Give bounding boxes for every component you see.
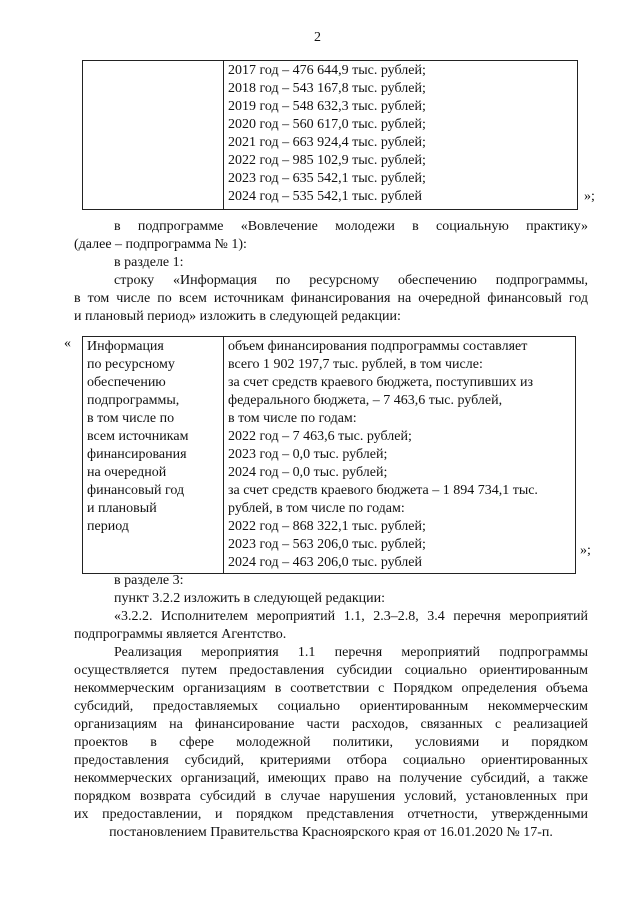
funding-table-continuation xyxy=(82,60,578,210)
table2-value-line: 2023 год – 0,0 тыс. рублей; xyxy=(228,447,388,462)
paragraph-line: проектов в сфере молодежной политики, условиями и порядком xyxy=(74,735,588,750)
table2-opening-quote: « xyxy=(64,336,71,351)
subprogram-intro xyxy=(74,218,588,326)
table2-label-line: по ресурсному xyxy=(87,357,175,372)
paragraph-line: некоммерческим организациям в соответствии с Порядком определения объема xyxy=(74,681,588,696)
intro-line: в том числе по всем источникам финансирования на очередной финансовый год xyxy=(74,291,588,306)
table2-value-line: за счет средств краевого бюджета, поступивших из xyxy=(228,375,534,390)
table2-values-cell xyxy=(224,337,576,574)
intro-line: строку «Информация по ресурсному обеспечению подпрограммы, xyxy=(114,273,588,288)
table1-line: 2022 год – 985 102,9 тыс. рублей; xyxy=(228,153,426,168)
section3-line: подпрограммы является Агентство. xyxy=(74,627,287,642)
table2-value-line: 2022 год – 7 463,6 тыс. рублей; xyxy=(228,429,412,444)
table2-value-line: 2023 год – 563 206,0 тыс. рублей; xyxy=(228,537,426,552)
table1-empty-cell xyxy=(83,61,224,210)
page-number: 2 xyxy=(314,30,321,45)
paragraph-line: постановлением Правительства Красноярского края от 16.01.2020 № 17-п. xyxy=(109,825,553,840)
table2-label-cell xyxy=(83,337,224,574)
paragraph-line: предоставления субсидий, критериями отбора социально ориентированных xyxy=(74,753,588,768)
paragraph-line: их предоставлении, и порядком представления отчетности, утвержденными xyxy=(74,807,588,822)
intro-line: (далее – подпрограмма № 1): xyxy=(74,237,247,252)
paragraph-line: некоммерческих организаций, имеющих право на получение субсидий, а также xyxy=(74,771,588,786)
table2-label-line: на очередной xyxy=(87,465,167,480)
table2-label-line: период xyxy=(87,519,129,534)
table1-line: 2018 год – 543 167,8 тыс. рублей; xyxy=(228,81,426,96)
table2-value-line: 2022 год – 868 322,1 тыс. рублей; xyxy=(228,519,426,534)
intro-line: и плановый период» изложить в следующей редакции: xyxy=(74,309,401,324)
table2-label-line: всем источникам xyxy=(87,429,189,444)
paragraph-line: порядком возврата субсидий в случае нарушения условий, установленных при xyxy=(74,789,588,804)
section3-text xyxy=(74,572,588,842)
table2-label-line: подпрограммы, xyxy=(87,393,180,408)
intro-line: в подпрограмме «Вовлечение молодежи в социальную практику» xyxy=(114,219,588,234)
section3-line: в разделе 3: xyxy=(114,573,184,588)
table2-label-line: в том числе по xyxy=(87,411,175,426)
table2-value-line: 2024 год – 463 206,0 тыс. рублей xyxy=(228,555,422,570)
table1-closing-quote: »; xyxy=(584,189,595,204)
table1-line: 2017 год – 476 644,9 тыс. рублей; xyxy=(228,63,426,78)
table2-closing-quote: »; xyxy=(580,543,591,558)
table2-value-line: 2024 год – 0,0 тыс. рублей; xyxy=(228,465,388,480)
table1-values-cell xyxy=(224,61,578,210)
table2-value-line: за счет средств краевого бюджета – 1 894 734,1 тыс. xyxy=(228,483,538,498)
table2-value-line: в том числе по годам: xyxy=(228,411,357,426)
table2-value-line: рублей, в том числе по годам: xyxy=(228,501,405,516)
table2-value-line: всего 1 902 197,7 тыс. рублей, в том числе: xyxy=(228,357,483,372)
section3-line: пункт 3.2.2 изложить в следующей редакции: xyxy=(114,591,385,606)
table1-line: 2019 год – 548 632,3 тыс. рублей; xyxy=(228,99,426,114)
table1-line: 2023 год – 635 542,1 тыс. рублей; xyxy=(228,171,426,186)
paragraph-line: Реализация мероприятия 1.1 перечня мероприятий подпрограммы xyxy=(114,645,588,660)
intro-line: в разделе 1: xyxy=(114,255,184,270)
table2-value-line: объем финансирования подпрограммы составляет xyxy=(228,339,528,354)
table2-label-line: Информация xyxy=(87,339,164,354)
table1-line: 2020 год – 560 617,0 тыс. рублей; xyxy=(228,117,426,132)
paragraph-line: организациям на финансирование части расходов, связанных с реализацией xyxy=(74,717,588,732)
table1-line: 2024 год – 535 542,1 тыс. рублей xyxy=(228,189,422,204)
paragraph-line: осуществляется путем предоставления субсидии социально ориентированным xyxy=(74,663,588,678)
table2-label-line: финансовый год xyxy=(87,483,185,498)
section3-line: «3.2.2. Исполнителем мероприятий 1.1, 2.3–2.8, 3.4 перечня мероприятий xyxy=(114,609,588,624)
paragraph-line: субсидий, предоставляемых социально ориентированным некоммерческим xyxy=(74,699,588,714)
table2-label-line: финансирования xyxy=(87,447,187,462)
table1-line: 2021 год – 663 924,4 тыс. рублей; xyxy=(228,135,426,150)
table2-label-line: и плановый xyxy=(87,501,157,516)
resource-info-table xyxy=(82,336,576,574)
table2-value-line: федерального бюджета, – 7 463,6 тыс. рублей, xyxy=(228,393,503,408)
table2-label-line: обеспечению xyxy=(87,375,166,390)
